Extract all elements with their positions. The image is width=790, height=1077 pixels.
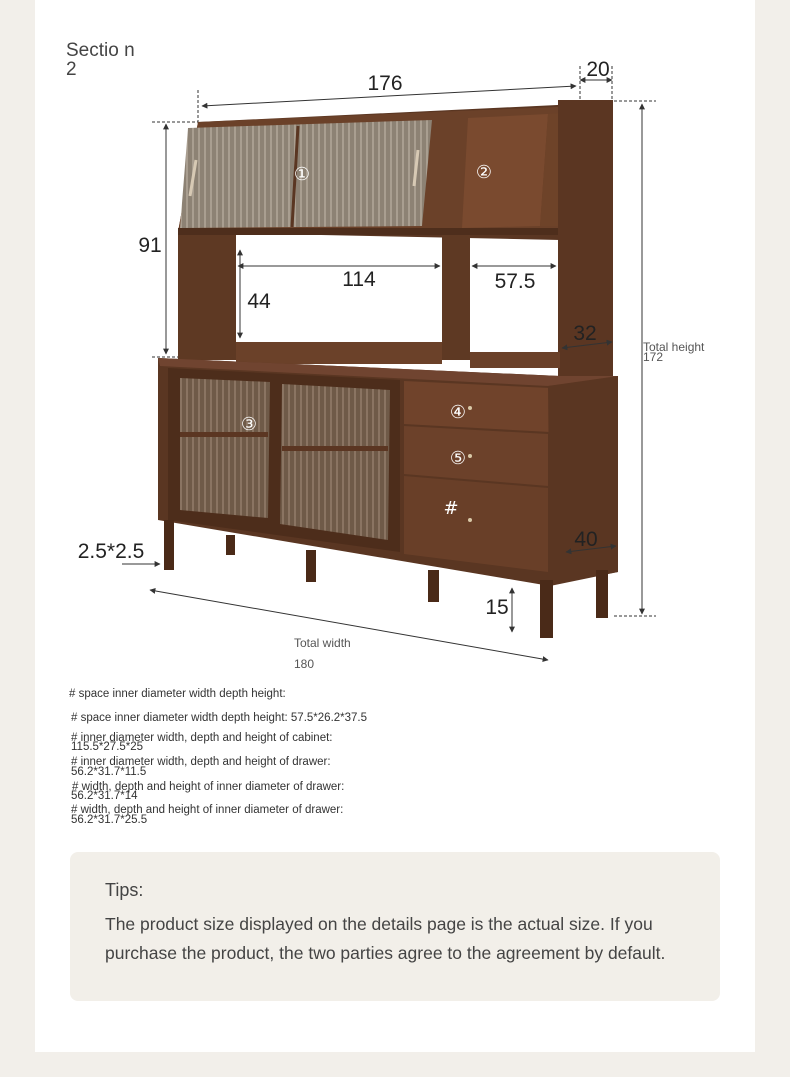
compartment-6-label: # xyxy=(443,498,459,519)
dim-width-top: 176 xyxy=(367,72,403,95)
note-line: # width, depth and height of inner diameter of drawer: xyxy=(72,781,345,793)
total-width-label: Total width xyxy=(294,636,351,650)
note-line: # inner diameter width, depth and height of cabinet: xyxy=(71,732,333,744)
note-line: 56.2*31.7*14 xyxy=(71,790,138,802)
dim-leg-height: 15 xyxy=(485,596,509,619)
total-height-value: 172 xyxy=(643,350,664,364)
total-width-value: 180 xyxy=(294,657,315,671)
dim-inner-height: 44 xyxy=(247,290,271,313)
note-line: 56.2*31.7*11.5 xyxy=(71,766,147,778)
dim-side-width: 57.5 xyxy=(494,270,536,293)
dim-leg-size: 2.5*2.5 xyxy=(77,540,145,563)
tips-body: The product size displayed on the details page is the actual size. If you purchase the product, the two parties agree to the agreement by default. xyxy=(105,914,666,963)
compartment-2-label: ② xyxy=(475,162,493,183)
tips-title: Tips: xyxy=(105,880,144,900)
note-line: 56.2*31.7*25.5 xyxy=(71,814,148,826)
base-cabinet xyxy=(158,358,618,638)
section-title: Sectio n 2 xyxy=(66,40,135,80)
dim-height-top: 91 xyxy=(138,234,162,257)
dim-inner-width: 114 xyxy=(342,268,376,291)
compartment-1-label: ① xyxy=(293,164,311,185)
note-line: 115.5*27.5*25 xyxy=(71,741,144,753)
compartment-4-label: ④ xyxy=(449,402,467,423)
note-line: # inner diameter width, depth and height of drawer: xyxy=(71,756,331,768)
note-line: # space inner diameter width depth height: 57.5*26.2*37.5 xyxy=(71,712,368,724)
compartment-3-label: ③ xyxy=(240,414,258,435)
hutch xyxy=(178,100,613,380)
tips-box xyxy=(70,852,720,1001)
dim-base-depth: 40 xyxy=(574,528,598,551)
glass-door-left xyxy=(180,378,270,518)
compartment-5-label: ⑤ xyxy=(449,448,467,469)
glass-door-right xyxy=(280,384,390,540)
dim-depth-top: 20 xyxy=(586,58,610,81)
drawer-1 xyxy=(404,381,550,432)
dim-side-depth: 32 xyxy=(573,322,597,345)
note-line: # space inner diameter width depth height: xyxy=(69,688,286,700)
total-height-label: Total height xyxy=(643,340,705,354)
note-line: # width, depth and height of inner diameter of drawer: xyxy=(71,804,344,816)
